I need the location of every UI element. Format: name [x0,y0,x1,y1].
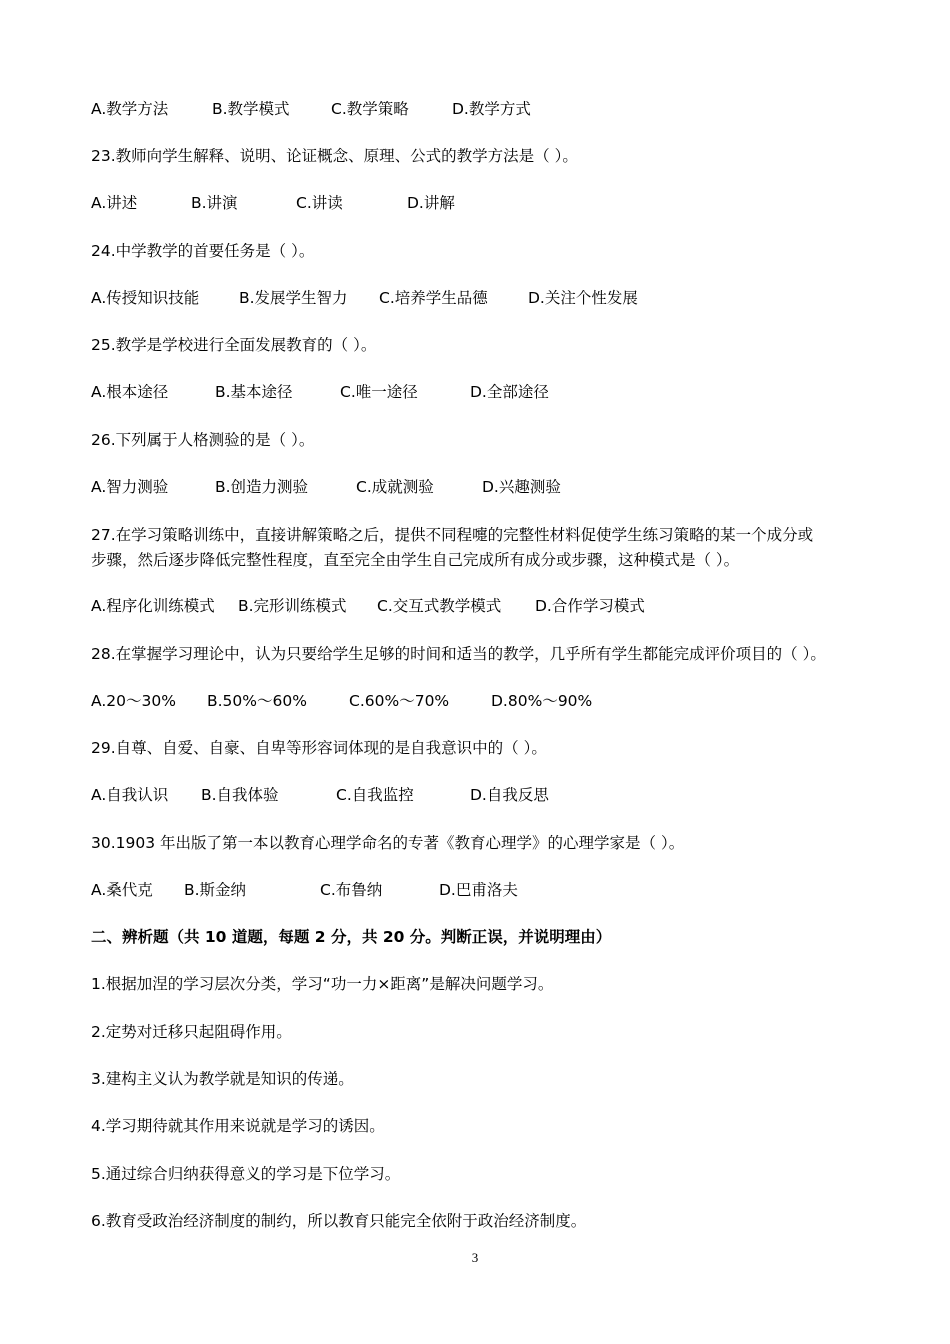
option: C.布鲁纳 [320,881,383,899]
option: D.巴甫洛夫 [439,881,518,899]
option: B.发展学生智力 [239,289,348,307]
option: B.讲演 [191,194,238,212]
question-stem: 30.1903 年出版了第一本以教育心理学命名的专著《教育心理学》的心理学家是（ ）。 [91,834,685,852]
list-item: 6.教育受政治经济制度的制约，所以教育只能完全依附于政治经济制度。 [91,1212,587,1230]
option: B.自我体验 [201,786,279,804]
page-number: 3 [471,1250,479,1265]
list-item: 4.学习期待就其作用来说就是学习的诱因。 [91,1117,385,1135]
option: B.斯金纳 [184,881,247,899]
question-stem: 23.教师向学生解释、说明、论证概念、原理、公式的教学方法是（ ）。 [91,147,578,165]
option: D.关注个性发展 [528,289,638,307]
option: A.根本途径 [91,383,169,401]
option: D.教学方式 [452,100,531,118]
option: C.讲读 [296,194,343,212]
list-item: 1.根据加涅的学习层次分类，学习“功一力×距离”是解决问题学习。 [91,975,554,993]
option: D.全部途径 [470,383,549,401]
list-item: 5.通过综合归纳获得意义的学习是下位学习。 [91,1165,401,1183]
option: C.交互式教学模式 [377,597,502,615]
option: A.程序化训练模式 [91,597,215,615]
option: B.完形训练模式 [238,597,347,615]
option: A.桑代克 [91,881,153,899]
question-stem: 29.自尊、自爱、自豪、自卑等形容词体现的是自我意识中的（ ）。 [91,739,547,757]
option: B.创造力测验 [215,478,309,496]
section-heading: 二、辨析题（共 10 道题，每题 2 分，共 20 分。判断正误，并说明理由） [91,928,612,946]
question-stem-line: 步骤，然后逐步降低完整性程度，直至完全由学生自己完成所有成分或步骤，这种模式是（ ）。 [91,551,740,569]
option: C.教学策略 [331,100,409,118]
option: D.自我反思 [470,786,549,804]
option: A.20～30% [91,692,176,710]
option: C.培养学生品德 [379,289,488,307]
option: C.自我监控 [336,786,414,804]
option: C.唯一途径 [340,383,418,401]
option: B.教学模式 [212,100,290,118]
question-stem: 25.教学是学校进行全面发展教育的（ ）。 [91,336,377,354]
option: A.自我认识 [91,786,169,804]
option: D.讲解 [407,194,455,212]
option: D.合作学习模式 [535,597,645,615]
question-stem: 28.在掌握学习理论中，认为只要给学生足够的时间和适当的教学，几乎所有学生都能完成评价项目的（ ）。 [91,645,826,663]
list-item: 2.定势对迁移只起阻碍作用。 [91,1023,292,1041]
option: A.讲述 [91,194,138,212]
option: D.兴趣测验 [482,478,561,496]
option: B.基本途径 [215,383,293,401]
option: C.60%～70% [349,692,450,710]
question-stem: 24.中学教学的首要任务是（ ）。 [91,242,315,260]
question-stem: 26.下列属于人格测验的是（ ）。 [91,431,315,449]
list-item: 3.建构主义认为教学就是知识的传递。 [91,1070,354,1088]
option: A.智力测验 [91,478,169,496]
option: C.成就测验 [356,478,434,496]
option: D.80%～90% [491,692,593,710]
option: A.教学方法 [91,100,169,118]
option: B.50%～60% [207,692,307,710]
question-stem-line: 27.在学习策略训练中，直接讲解策略之后，提供不同程嚏的完整性材料促使学生练习策略的某一个成分或 [91,526,814,544]
option: A.传授知识技能 [91,289,200,307]
